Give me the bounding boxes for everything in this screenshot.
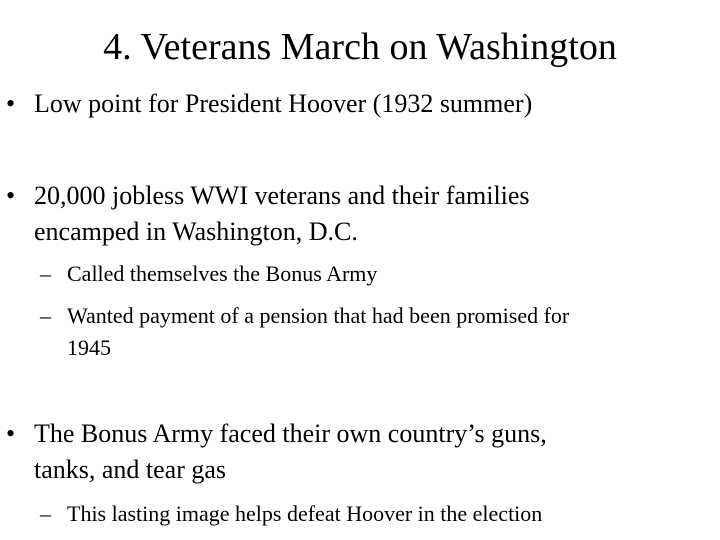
sub-bullet-marker: – bbox=[40, 501, 51, 526]
sub-bullet-marker: – bbox=[40, 261, 51, 286]
bullet-text: 20,000 jobless WWI veterans and their families bbox=[34, 181, 530, 210]
bullet-marker: • bbox=[6, 419, 16, 448]
sub-bullet-text: Wanted payment of a pension that had been promised for bbox=[67, 303, 570, 328]
sub-bullet-text: This lasting image helps defeat Hoover in the election bbox=[67, 501, 543, 526]
bullet-marker: • bbox=[6, 89, 16, 118]
bullet-marker: • bbox=[6, 181, 16, 210]
sub-bullet-text: Called themselves the Bonus Army bbox=[67, 261, 378, 286]
sub-bullet-text: 1945 bbox=[67, 335, 111, 360]
slide-title: 4. Veterans March on Washington bbox=[103, 26, 617, 68]
sub-bullet-marker: – bbox=[40, 303, 51, 328]
bullet-text: encamped in Washington, D.C. bbox=[34, 217, 358, 246]
bullet-text: Low point for President Hoover (1932 summer) bbox=[34, 89, 533, 118]
bullet-text: The Bonus Army faced their own country’s guns, bbox=[34, 419, 547, 448]
bullet-text: tanks, and tear gas bbox=[34, 455, 227, 484]
